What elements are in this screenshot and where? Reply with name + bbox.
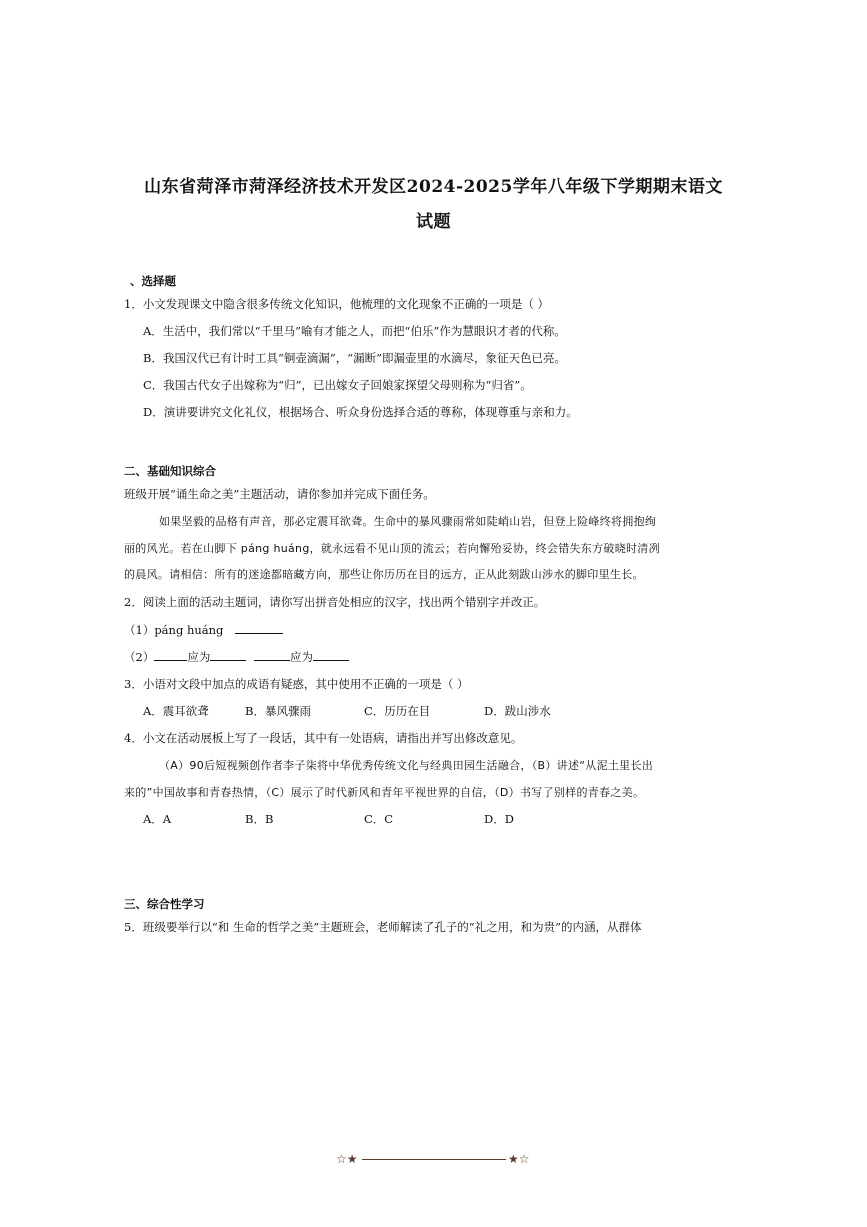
question-4-option-a: A．A: [143, 812, 172, 826]
question-1-option-b: B．我国汉代已有计时工具“铜壶滴漏”，“漏断”即漏壶里的水滴尽，象征天色已亮。: [143, 351, 566, 365]
question-1-option-a: A．生活中，我们常以“千里马”喻有才能之人，而把“伯乐”作为慧眼识才者的代称。: [143, 324, 566, 338]
answer-blank[interactable]: [154, 649, 187, 661]
question-1: 1．小文发现课文中隐含很多传统文化知识，他梳理的文化现象不正确的一项是（ ）: [124, 297, 549, 311]
question-4-option-b: B．B: [245, 812, 274, 826]
passage-line-1: 如果坚毅的品格有声音，那必定震耳欲聋。生命中的暴风骤雨常如陡峭山岩，但登上险峰终将拥抱绚: [159, 515, 657, 528]
answer-blank[interactable]: [313, 649, 349, 661]
passage-line-3: 的晨风。请相信：所有的迷途都暗藏方向，那些让你历历在目的远方，正从此刻跋山涉水的脚印里生长。: [124, 568, 644, 581]
answer-blank[interactable]: [254, 649, 290, 661]
question-4-passage-line-2: 来的”中国故事和青春热情，（C）展示了时代新风和青年平视世界的自信，（D）书写了别样的青春之美。: [124, 786, 645, 799]
passage-line-2: 丽的风光。若在山脚下 páng huáng，就永远看不见山顶的流云；若向懈殆妥协，终会错失东方破晓时清冽: [124, 542, 660, 555]
section-heading-choice: 、选择题: [130, 274, 176, 288]
question-3-option-d: D．跋山涉水: [484, 704, 551, 718]
document-title: 山东省菏泽市菏泽经济技术开发区2024-2025学年八年级下学期期末语文: [144, 177, 723, 197]
question-3: 3．小语对文段中加点的成语有疑惑，其中使用不正确的一项是（ ）: [124, 677, 469, 691]
question-3-option-c: C．历历在目: [364, 704, 431, 718]
question-2-sub-1: [124, 622, 283, 638]
page-footer: [336, 1152, 532, 1166]
document-title-continued: 试题: [416, 212, 451, 232]
star-icon: ☆★: [336, 1152, 358, 1166]
should-be-label: 应为: [289, 650, 313, 664]
should-be-label: 应为: [187, 650, 211, 664]
question-4: 4．小文在活动展板上写了一段话，其中有一处语病，请指出并写出修改意见。: [124, 731, 523, 745]
question-3-option-b: B．暴风骤雨: [245, 704, 311, 718]
section-heading-basic-knowledge: 二、基础知识综合: [124, 464, 216, 478]
question-2-sub-2-label: （2）: [124, 650, 155, 664]
question-4-option-c: C．C: [364, 812, 394, 826]
question-2: 2．阅读上面的活动主题词，请你写出拼音处相应的汉字，找出两个错别字并改正。: [124, 595, 546, 609]
question-2-sub-1-label: （1）páng huáng: [124, 623, 224, 637]
question-1-option-c: C．我国古代女子出嫁称为“归”，已出嫁女子回娘家探望父母则称为“归省”。: [143, 378, 532, 392]
section-heading-comprehensive: 三、综合性学习: [124, 897, 205, 911]
footer-divider: [362, 1159, 506, 1160]
question-4-passage-line-1: （A）90后短视频创作者李子柒将中华优秀传统文化与经典田园生活融合，（B）讲述“从泥土里长出: [159, 759, 654, 772]
activity-intro: 班级开展“诵生命之美”主题活动，请你参加并完成下面任务。: [124, 487, 435, 501]
question-5: 5．班级要举行以“和 生命的哲学之美”主题班会，老师解读了孔子的“礼之用，和为贵”的内涵，从群体: [124, 920, 642, 934]
question-1-option-d: D．演讲要讲究文化礼仪，根据场合、听众身份选择合适的尊称，体现尊重与亲和力。: [143, 405, 578, 419]
answer-blank[interactable]: [210, 649, 246, 661]
answer-blank[interactable]: [235, 622, 283, 634]
question-4-option-d: D．D: [484, 812, 514, 826]
question-2-sub-2: [124, 649, 349, 665]
question-3-option-a: A．震耳欲聋: [143, 704, 209, 718]
star-icon: ★☆: [508, 1152, 530, 1166]
